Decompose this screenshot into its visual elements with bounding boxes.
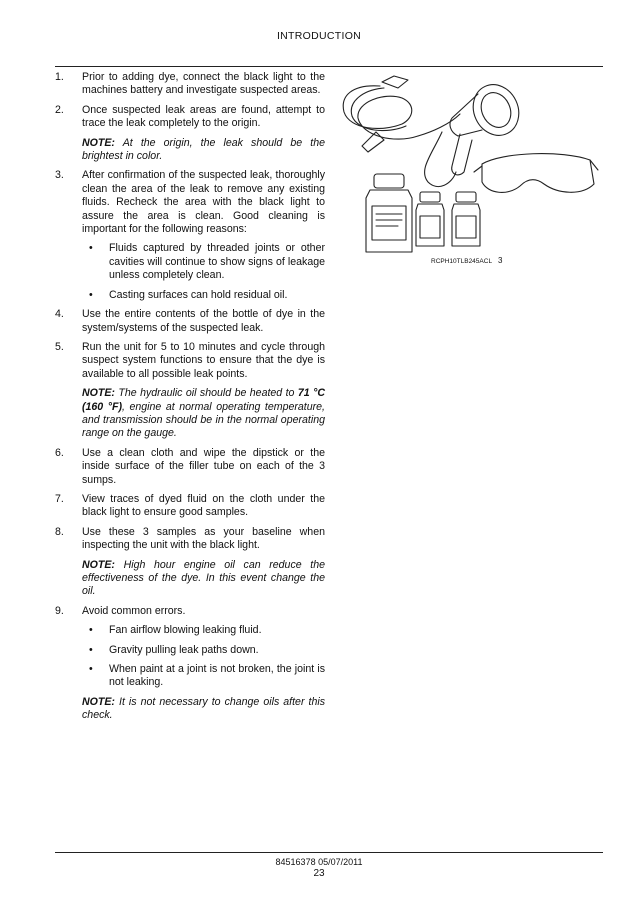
figure-leak-detection-kit	[332, 74, 602, 272]
step-number: 3.	[55, 169, 64, 182]
bullet-item	[55, 644, 325, 657]
step-number: 1.	[55, 71, 64, 83]
step-text: Use these 3 samples as your baseline when inspecting the unit with the black light.	[82, 525, 325, 552]
bullet-text: When paint at a joint is not broken, the joint is not leaking.	[109, 663, 325, 689]
bullet-text: Casting surfaces can hold residual oil.	[109, 288, 288, 301]
note-text: , engine at normal operating temperature, and transmission should be in the normal operating range on the gauge.	[82, 400, 325, 440]
instructions-column	[55, 71, 325, 729]
dye-bottle-small-icon	[452, 192, 480, 246]
step-1	[55, 71, 325, 98]
step-number: 7.	[55, 492, 64, 505]
note-label: NOTE:	[82, 558, 115, 571]
bullet-item	[55, 289, 325, 302]
step-text: Run the unit for 5 to 10 minutes and cycle through suspect system functions to ensure that the dye is available to all possible leak points.	[82, 340, 325, 380]
step-text: Prior to adding dye, connect the black light to the machines battery and investigate suspected areas.	[82, 71, 325, 97]
step-text: Use the entire contents of the bottle of dye in the system/systems of the suspected leak.	[82, 308, 325, 334]
note-hydraulic-oil	[55, 387, 325, 441]
step-2	[55, 104, 325, 131]
bullet-item	[55, 663, 325, 690]
bullet-item	[55, 624, 325, 637]
note-label: NOTE:	[82, 136, 115, 149]
note-origin	[55, 137, 325, 164]
note-text: High hour engine oil can reduce the effectiveness of the dye. In this event change the oil.	[82, 558, 325, 598]
header-rule	[55, 66, 603, 67]
step-text: After confirmation of the suspected leak, thoroughly clean the area of the leak to remove any existing fluids. Recheck the area with the black light to assure the area is clean. Good cleaning is important for the following reasons:	[82, 169, 325, 236]
step-number: 6.	[55, 446, 64, 459]
note-text: At the origin, the leak should be the brightest in color.	[82, 136, 325, 163]
bullet-dot: •	[89, 643, 93, 656]
black-light-icon	[450, 77, 527, 175]
note-label: NOTE:	[82, 387, 115, 400]
step-6	[55, 447, 325, 487]
note-text: It is not necessary to change oils after this check.	[82, 695, 325, 722]
page-header-title: INTRODUCTION	[276, 30, 362, 42]
footer-rule	[55, 852, 603, 853]
step-text: Avoid common errors.	[82, 604, 186, 617]
step-4	[55, 308, 325, 335]
bullet-text: Gravity pulling leak paths down.	[109, 643, 259, 656]
step-number: 2.	[55, 103, 64, 116]
step-number: 8.	[55, 525, 64, 538]
footer-document-id: 84516378 05/07/2011	[275, 857, 363, 867]
dye-bottle-small-icon	[416, 192, 444, 246]
step-number: 9.	[55, 604, 64, 617]
bullet-dot: •	[89, 242, 93, 255]
bullet-dot: •	[89, 288, 93, 301]
step-text: View traces of dyed fluid on the cloth under the black light to ensure good samples.	[82, 492, 325, 519]
figure-number: 3	[498, 256, 503, 265]
safety-goggles-icon	[474, 154, 598, 193]
step-text: Use a clean cloth and wipe the dipstick or the inside surface of the filler tube on each of the 3 sumps.	[82, 446, 325, 486]
alligator-clip-icon	[382, 76, 408, 88]
note-temp-celsius: 71 °C	[297, 387, 325, 400]
step-3	[55, 169, 325, 236]
step-8	[55, 526, 325, 553]
bullet-text: Fan airflow blowing leaking fluid.	[109, 624, 262, 637]
bullet-dot: •	[89, 624, 93, 637]
step-5	[55, 341, 325, 381]
note-engine-oil	[55, 559, 325, 599]
note-oil-change	[55, 696, 325, 723]
bullet-dot: •	[89, 663, 93, 676]
step-number: 4.	[55, 308, 64, 321]
step-number: 5.	[55, 340, 64, 353]
dye-bottle-large-icon	[366, 174, 412, 252]
step-9	[55, 605, 325, 618]
step-7	[55, 493, 325, 520]
figure-reference-code: RCPH10TLB245ACL	[431, 258, 493, 265]
note-text: The hydraulic oil should be heated to	[118, 387, 295, 400]
note-temp-fahrenheit: (160 °F)	[82, 400, 122, 413]
note-label: NOTE:	[82, 695, 115, 708]
bullet-text: Fluids captured by threaded joints or other cavities will continue to show signs of leakage unless completely clean.	[109, 242, 325, 282]
bullet-item	[55, 242, 325, 282]
leak-detection-kit-illustration	[332, 74, 602, 272]
page-number: 23	[313, 868, 325, 879]
step-text: Once suspected leak areas are found, attempt to trace the leak completely to the origin.	[82, 103, 325, 130]
